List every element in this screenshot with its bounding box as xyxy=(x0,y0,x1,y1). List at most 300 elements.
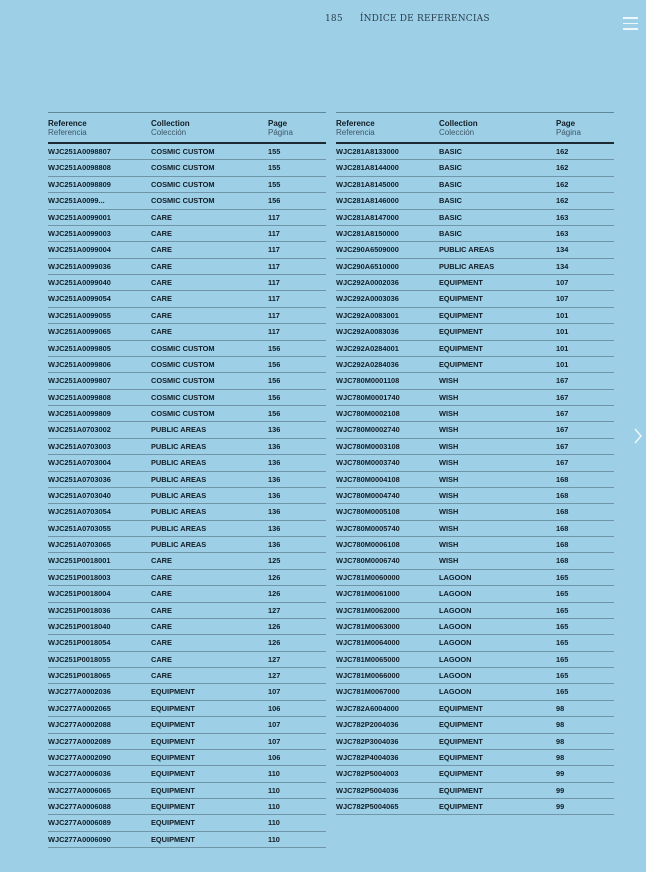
cell-collection: CARE xyxy=(151,572,172,582)
table-row xyxy=(48,422,326,438)
cell-reference: WJC292A0284001 xyxy=(336,343,399,353)
cell-collection: EQUIPMENT xyxy=(439,294,483,304)
table-row xyxy=(48,406,326,422)
cell-page: 162 xyxy=(556,147,569,156)
cell-reference: WJC251A0098807 xyxy=(48,147,111,156)
cell-collection: EQUIPMENT xyxy=(151,752,195,762)
table-row xyxy=(48,684,326,700)
cell-page: 134 xyxy=(556,245,569,255)
cell-page: 107 xyxy=(556,294,569,304)
col-reference-es: Referencia xyxy=(48,128,87,137)
cell-collection: EQUIPMENT xyxy=(439,769,483,779)
col-page-es: Página xyxy=(268,128,293,137)
cell-collection: LAGOON xyxy=(439,671,472,680)
cell-collection: EQUIPMENT xyxy=(439,327,483,337)
cell-page: 168 xyxy=(556,474,569,484)
cell-reference: WJC277A0002089 xyxy=(48,736,111,746)
cell-collection: CARE xyxy=(151,310,172,320)
table-row xyxy=(336,160,614,176)
cell-reference: WJC780M0005740 xyxy=(336,523,400,533)
cell-reference: WJC277A0006090 xyxy=(48,834,111,844)
cell-collection: LAGOON xyxy=(439,621,472,631)
cell-reference: WJC251A0703040 xyxy=(48,490,111,500)
cell-collection: WISH xyxy=(439,376,459,386)
cell-collection: EQUIPMENT xyxy=(151,818,195,828)
cell-collection: LAGOON xyxy=(439,589,472,599)
table-row xyxy=(48,553,326,569)
cell-reference: WJC781M0060000 xyxy=(336,572,400,582)
cell-collection: COSMIC CUSTOM xyxy=(151,343,215,353)
cell-reference: WJC281A8147000 xyxy=(336,212,399,222)
cell-collection: WISH xyxy=(439,441,459,451)
cell-reference: WJC292A0002036 xyxy=(336,278,399,287)
cell-page: 155 xyxy=(268,163,281,173)
cell-page: 168 xyxy=(556,556,569,566)
cell-page: 165 xyxy=(556,654,569,664)
cell-page: 136 xyxy=(268,474,281,484)
table-row xyxy=(48,259,326,275)
cell-page: 99 xyxy=(556,769,565,779)
cell-page: 126 xyxy=(268,589,281,599)
cell-reference: WJC251A0099040 xyxy=(48,278,111,287)
cell-collection: EQUIPMENT xyxy=(439,785,483,795)
table-row xyxy=(336,684,614,700)
table-row xyxy=(48,160,326,176)
cell-collection: BASIC xyxy=(439,212,462,222)
cell-page: 162 xyxy=(556,163,569,173)
table-row xyxy=(336,406,614,422)
table-row xyxy=(336,422,614,438)
cell-reference: WJC782P5004003 xyxy=(336,769,399,779)
cell-reference: WJC251A0703055 xyxy=(48,523,111,533)
cell-page: 106 xyxy=(268,703,281,713)
cell-collection: CARE xyxy=(151,556,172,566)
cell-page: 110 xyxy=(268,769,280,779)
cell-reference: WJC277A0006089 xyxy=(48,818,111,828)
cell-reference: WJC277A0002088 xyxy=(48,720,111,730)
cell-reference: WJC780M0006740 xyxy=(336,556,400,566)
cell-page: 168 xyxy=(556,523,569,533)
cell-collection: EQUIPMENT xyxy=(439,359,483,369)
menu-icon[interactable] xyxy=(623,17,638,31)
cell-page: 99 xyxy=(556,802,565,811)
table-row xyxy=(336,390,614,406)
table-row xyxy=(336,570,614,586)
cell-collection: COSMIC CUSTOM xyxy=(151,163,215,173)
cell-reference: WJC251A0099004 xyxy=(48,245,111,255)
cell-page: 98 xyxy=(556,703,565,713)
cell-reference: WJC780M0003108 xyxy=(336,441,400,451)
cell-page: 127 xyxy=(268,671,281,680)
cell-page: 98 xyxy=(556,736,565,746)
table-row xyxy=(336,734,614,750)
cell-collection: EQUIPMENT xyxy=(439,720,483,730)
cell-reference: WJC281A8133000 xyxy=(336,147,399,156)
cell-page: 110 xyxy=(268,802,280,811)
table-row xyxy=(48,635,326,651)
cell-collection: EQUIPMENT xyxy=(151,769,195,779)
cell-reference: WJC781M0067000 xyxy=(336,687,400,697)
cell-reference: WJC251P0018055 xyxy=(48,654,111,664)
section-title: ÍNDICE DE REFERENCIAS xyxy=(359,14,490,24)
cell-reference: WJC251P0018001 xyxy=(48,556,111,566)
cell-page: 168 xyxy=(556,540,569,549)
col-reference: Reference xyxy=(48,119,87,128)
cell-collection: PUBLIC AREAS xyxy=(151,490,207,500)
table-row xyxy=(336,766,614,782)
cell-collection: PUBLIC AREAS xyxy=(151,507,207,517)
cell-page: 117 xyxy=(268,327,280,337)
cell-collection: PUBLIC AREAS xyxy=(151,523,207,533)
table-row xyxy=(336,439,614,455)
col-reference-es: Referencia xyxy=(336,128,375,137)
cell-collection: CARE xyxy=(151,261,172,271)
cell-collection: EQUIPMENT xyxy=(151,703,195,713)
cell-collection: COSMIC CUSTOM xyxy=(151,179,215,189)
cell-reference: WJC781M0066000 xyxy=(336,671,400,680)
cell-collection: EQUIPMENT xyxy=(439,310,483,320)
cell-collection: COSMIC CUSTOM xyxy=(151,409,215,418)
cell-reference: WJC251A0099808 xyxy=(48,392,111,402)
cell-collection: EQUIPMENT xyxy=(439,703,483,713)
cell-reference: WJC281A8145000 xyxy=(336,179,399,189)
cell-page: 134 xyxy=(556,261,569,271)
cell-page: 107 xyxy=(556,278,569,287)
table-row xyxy=(48,324,326,340)
cell-collection: CARE xyxy=(151,212,172,222)
cell-collection: COSMIC CUSTOM xyxy=(151,359,215,369)
cell-page: 168 xyxy=(556,490,569,500)
cell-page: 156 xyxy=(268,409,281,418)
cell-reference: WJC277A0006065 xyxy=(48,785,111,795)
table-row xyxy=(336,668,614,684)
cell-page: 127 xyxy=(268,605,281,615)
cell-page: 165 xyxy=(556,687,569,697)
table-row xyxy=(48,341,326,357)
cell-page: 110 xyxy=(268,834,280,844)
cell-page: 136 xyxy=(268,540,281,549)
cell-reference: WJC290A6510000 xyxy=(336,261,399,271)
cell-collection: CARE xyxy=(151,605,172,615)
table-row xyxy=(336,783,614,799)
cell-collection: CARE xyxy=(151,671,172,680)
cell-reference: WJC251A0099809 xyxy=(48,409,111,418)
cell-reference: WJC782P4004036 xyxy=(336,752,399,762)
page-header xyxy=(325,14,490,24)
table-row xyxy=(48,603,326,619)
cell-reference: WJC251P0018004 xyxy=(48,589,111,599)
cell-page: 101 xyxy=(556,310,569,320)
table-row xyxy=(336,488,614,504)
cell-page: 165 xyxy=(556,589,569,599)
cell-reference: WJC277A0006036 xyxy=(48,769,111,779)
cell-reference: WJC782P5004036 xyxy=(336,785,399,795)
cell-reference: WJC277A0002036 xyxy=(48,687,111,697)
cell-collection: WISH xyxy=(439,523,459,533)
cell-page: 117 xyxy=(268,294,280,304)
cell-reference: WJC251A0099001 xyxy=(48,212,111,222)
table-row xyxy=(48,455,326,471)
cell-page: 168 xyxy=(556,507,569,517)
table-header xyxy=(336,113,614,144)
table-row xyxy=(336,373,614,389)
cell-page: 167 xyxy=(556,376,569,386)
cell-reference: WJC780M0004740 xyxy=(336,490,400,500)
cell-reference: WJC251A0099065 xyxy=(48,327,111,337)
col-collection: Collection xyxy=(151,119,190,128)
cell-page: 125 xyxy=(268,556,281,566)
cell-reference: WJC251A0703054 xyxy=(48,507,111,517)
cell-reference: WJC781M0061000 xyxy=(336,589,400,599)
cell-collection: CARE xyxy=(151,654,172,664)
cell-reference: WJC780M0005108 xyxy=(336,507,400,517)
table-row xyxy=(336,717,614,733)
cell-reference: WJC780M0006108 xyxy=(336,540,400,549)
table-row xyxy=(336,652,614,668)
reference-table-right xyxy=(336,112,614,815)
cell-reference: WJC251P0018036 xyxy=(48,605,111,615)
cell-page: 117 xyxy=(268,261,280,271)
cell-reference: WJC292A0003036 xyxy=(336,294,399,304)
cell-page: 107 xyxy=(268,687,281,697)
cell-collection: CARE xyxy=(151,621,172,631)
cell-collection: CARE xyxy=(151,278,172,287)
cell-reference: WJC292A0083001 xyxy=(336,310,399,320)
col-page: Page xyxy=(556,119,576,128)
cell-reference: WJC781M0064000 xyxy=(336,638,400,648)
cell-collection: COSMIC CUSTOM xyxy=(151,196,215,206)
table-row xyxy=(48,832,326,848)
cell-page: 98 xyxy=(556,752,565,762)
page-number: 185 xyxy=(325,14,343,24)
cell-page: 165 xyxy=(556,572,569,582)
table-row xyxy=(48,390,326,406)
cell-page: 117 xyxy=(268,212,280,222)
table-row xyxy=(336,226,614,242)
cell-reference: WJC251A0099... xyxy=(48,196,105,206)
table-row xyxy=(48,504,326,520)
cell-collection: LAGOON xyxy=(439,638,472,648)
table-row xyxy=(48,815,326,831)
table-row xyxy=(48,783,326,799)
cell-collection: BASIC xyxy=(439,196,462,206)
cell-page: 126 xyxy=(268,638,281,648)
cell-reference: WJC251A0099036 xyxy=(48,261,111,271)
cell-reference: WJC782A6004000 xyxy=(336,703,399,713)
cell-page: 155 xyxy=(268,179,281,189)
cell-reference: WJC281A8144000 xyxy=(336,163,399,173)
table-row xyxy=(336,308,614,324)
cell-page: 126 xyxy=(268,621,281,631)
table-row xyxy=(336,635,614,651)
cell-reference: WJC277A0002090 xyxy=(48,752,111,762)
cell-page: 136 xyxy=(268,523,281,533)
table-row xyxy=(48,488,326,504)
table-row xyxy=(48,668,326,684)
cell-page: 110 xyxy=(268,785,280,795)
cell-collection: BASIC xyxy=(439,228,462,238)
table-row xyxy=(48,537,326,553)
cell-collection: EQUIPMENT xyxy=(439,802,483,811)
table-row xyxy=(48,144,326,160)
cell-collection: WISH xyxy=(439,556,459,566)
table-row xyxy=(48,177,326,193)
table-row xyxy=(336,193,614,209)
cell-page: 117 xyxy=(268,310,280,320)
table-row xyxy=(48,619,326,635)
reference-table-left xyxy=(48,112,326,848)
cell-collection: WISH xyxy=(439,540,459,549)
table-row xyxy=(48,472,326,488)
cell-reference: WJC251A0703003 xyxy=(48,441,111,451)
table-row xyxy=(48,799,326,815)
table-row xyxy=(48,193,326,209)
cell-collection: COSMIC CUSTOM xyxy=(151,376,215,386)
cell-page: 163 xyxy=(556,212,569,222)
table-row xyxy=(48,766,326,782)
cell-reference: WJC780M0001108 xyxy=(336,376,400,386)
cell-page: 167 xyxy=(556,409,569,418)
table-row xyxy=(336,504,614,520)
cell-reference: WJC251A0099805 xyxy=(48,343,111,353)
cell-collection: EQUIPMENT xyxy=(151,720,195,730)
cell-collection: EQUIPMENT xyxy=(151,802,195,811)
cell-collection: LAGOON xyxy=(439,572,472,582)
cell-reference: WJC251P0018003 xyxy=(48,572,111,582)
table-row xyxy=(48,357,326,373)
cell-page: 165 xyxy=(556,621,569,631)
table-row xyxy=(336,603,614,619)
cell-reference: WJC290A6509000 xyxy=(336,245,399,255)
cell-reference: WJC251A0099806 xyxy=(48,359,111,369)
cell-reference: WJC780M0004108 xyxy=(336,474,400,484)
cell-reference: WJC251A0703004 xyxy=(48,458,111,468)
cell-reference: WJC251A0703002 xyxy=(48,425,111,435)
cell-collection: PUBLIC AREAS xyxy=(151,441,207,451)
cell-collection: WISH xyxy=(439,392,459,402)
cell-page: 110 xyxy=(268,818,280,828)
cell-collection: EQUIPMENT xyxy=(151,785,195,795)
cell-collection: CARE xyxy=(151,638,172,648)
table-row xyxy=(336,586,614,602)
cell-reference: WJC782P2004036 xyxy=(336,720,399,730)
cell-reference: WJC277A0002065 xyxy=(48,703,111,713)
cell-page: 167 xyxy=(556,441,569,451)
cell-page: 156 xyxy=(268,359,281,369)
cell-page: 156 xyxy=(268,376,281,386)
cell-page: 162 xyxy=(556,196,569,206)
cell-page: 98 xyxy=(556,720,565,730)
col-reference: Reference xyxy=(336,119,375,128)
cell-page: 101 xyxy=(556,343,569,353)
cell-collection: EQUIPMENT xyxy=(439,736,483,746)
col-collection-es: Colección xyxy=(439,128,475,137)
cell-page: 165 xyxy=(556,638,569,648)
cell-page: 162 xyxy=(556,179,569,189)
cell-collection: EQUIPMENT xyxy=(439,752,483,762)
cell-page: 163 xyxy=(556,228,569,238)
cell-page: 99 xyxy=(556,785,565,795)
cell-reference: WJC251A0099054 xyxy=(48,294,111,304)
table-row xyxy=(48,308,326,324)
cell-reference: WJC281A8146000 xyxy=(336,196,399,206)
cell-collection: WISH xyxy=(439,425,459,435)
table-row xyxy=(336,324,614,340)
cell-reference: WJC292A0083036 xyxy=(336,327,399,337)
cell-page: 136 xyxy=(268,507,281,517)
next-page-chevron-icon[interactable] xyxy=(631,425,645,447)
cell-collection: WISH xyxy=(439,507,459,517)
cell-collection: PUBLIC AREAS xyxy=(151,540,207,549)
cell-collection: EQUIPMENT xyxy=(439,278,483,287)
table-row xyxy=(48,242,326,258)
cell-reference: WJC781M0065000 xyxy=(336,654,400,664)
cell-reference: WJC782P3004036 xyxy=(336,736,399,746)
table-row xyxy=(336,537,614,553)
col-page-es: Página xyxy=(556,128,581,137)
cell-page: 165 xyxy=(556,605,569,615)
cell-collection: BASIC xyxy=(439,163,462,173)
table-row xyxy=(336,210,614,226)
cell-reference: WJC251P0018054 xyxy=(48,638,111,648)
cell-reference: WJC251A0099807 xyxy=(48,376,111,386)
cell-reference: WJC251A0099003 xyxy=(48,228,111,238)
col-page: Page xyxy=(268,119,288,128)
table-row xyxy=(336,177,614,193)
cell-reference: WJC251A0099055 xyxy=(48,310,111,320)
table-row xyxy=(48,750,326,766)
cell-reference: WJC782P5004065 xyxy=(336,802,399,811)
cell-page: 117 xyxy=(268,228,280,238)
cell-page: 107 xyxy=(268,720,281,730)
table-row xyxy=(48,210,326,226)
table-row xyxy=(48,226,326,242)
table-row xyxy=(336,341,614,357)
cell-page: 136 xyxy=(268,490,281,500)
cell-reference: WJC251A0098808 xyxy=(48,163,111,173)
table-row xyxy=(48,291,326,307)
table-row xyxy=(336,242,614,258)
cell-collection: BASIC xyxy=(439,147,462,156)
cell-page: 167 xyxy=(556,425,569,435)
cell-page: 117 xyxy=(268,278,280,287)
table-row xyxy=(48,521,326,537)
cell-reference: WJC292A0284036 xyxy=(336,359,399,369)
table-row xyxy=(48,701,326,717)
cell-reference: WJC781M0062000 xyxy=(336,605,400,615)
cell-page: 107 xyxy=(268,736,281,746)
table-row xyxy=(48,373,326,389)
cell-collection: EQUIPMENT xyxy=(439,343,483,353)
cell-collection: CARE xyxy=(151,327,172,337)
col-collection: Collection xyxy=(439,119,478,128)
cell-reference: WJC251A0703036 xyxy=(48,474,111,484)
cell-collection: COSMIC CUSTOM xyxy=(151,392,215,402)
cell-page: 101 xyxy=(556,359,569,369)
cell-collection: PUBLIC AREAS xyxy=(439,261,495,271)
cell-page: 136 xyxy=(268,425,281,435)
cell-page: 167 xyxy=(556,458,569,468)
cell-collection: PUBLIC AREAS xyxy=(439,245,495,255)
cell-page: 156 xyxy=(268,343,281,353)
cell-page: 155 xyxy=(268,147,281,156)
table-row xyxy=(336,357,614,373)
cell-page: 106 xyxy=(268,752,281,762)
table-row xyxy=(336,291,614,307)
cell-collection: LAGOON xyxy=(439,605,472,615)
cell-collection: WISH xyxy=(439,474,459,484)
cell-collection: LAGOON xyxy=(439,654,472,664)
